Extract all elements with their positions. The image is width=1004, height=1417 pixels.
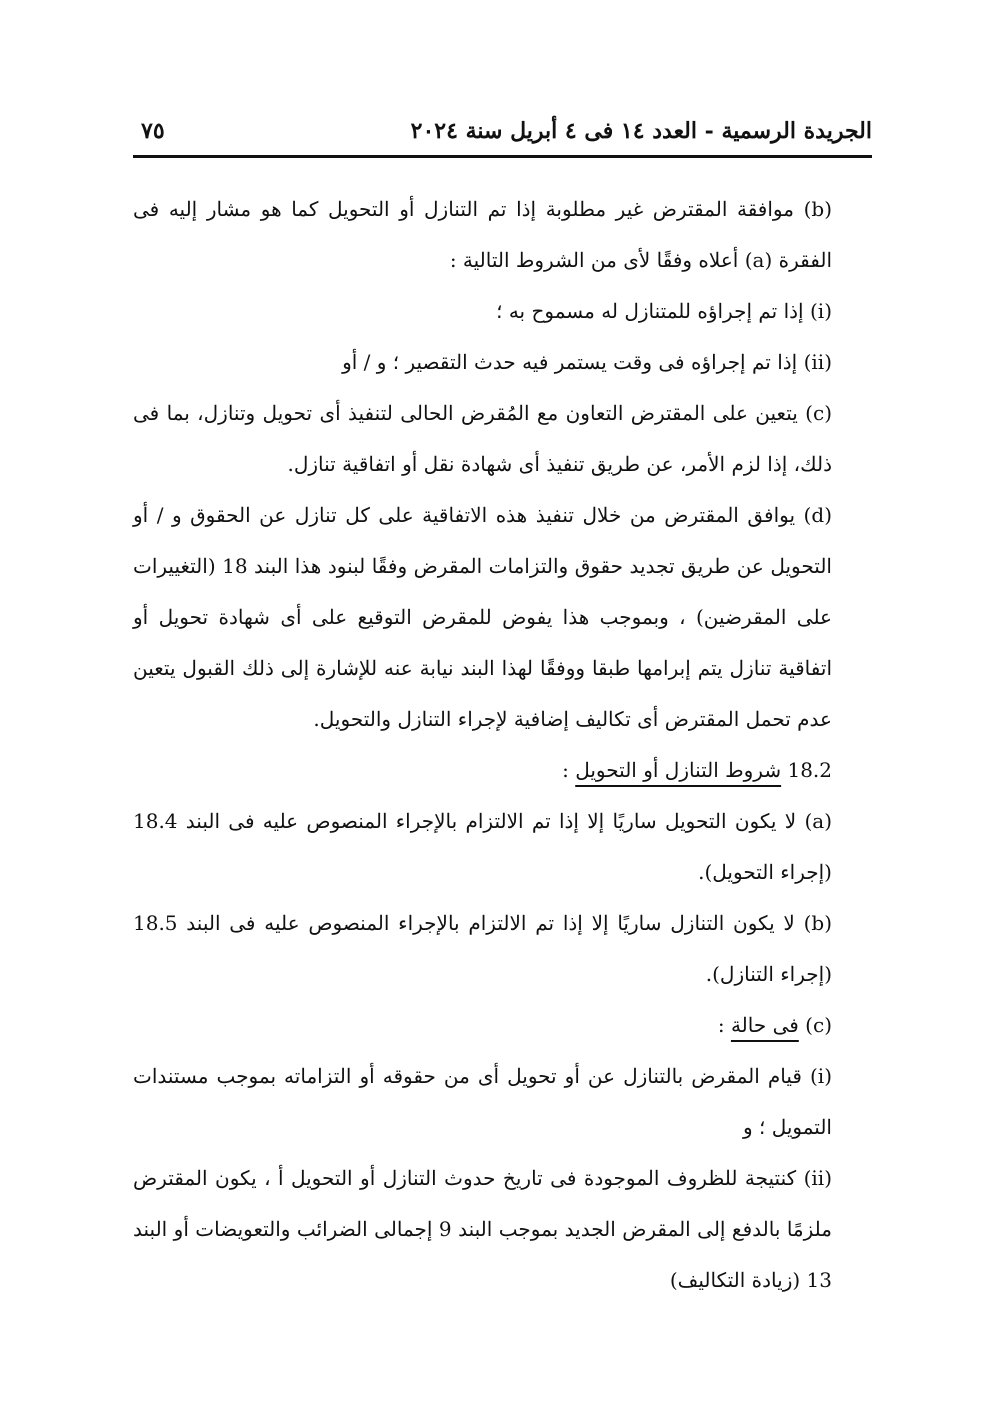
gazette-title: الجريدة الرسمية - العدد ١٤ فى ٤ أبريل سنة ٢٠٢٤ <box>410 118 872 144</box>
paragraph-b-assignment: (b) لا يكون التنازل ساريًا إلا إذا تم الالتزام بالإجراء المنصوص عليه فى البند 18.5 (إجراء التنازل). <box>133 911 832 986</box>
paragraph-i-lender-assigns: (i) قيام المقرض بالتنازل عن أو تحويل أى من حقوقه أو التزاماته بموجب مستندات التمويل ؛ و <box>133 1064 832 1139</box>
page-header <box>133 112 872 152</box>
section-title: شروط التنازل أو التحويل <box>575 758 782 782</box>
document-body <box>133 184 872 1306</box>
paragraph-ii-default: (ii) إذا تم إجراؤه فى وقت يستمر فيه حدث التقصير ؛ و / أو <box>342 350 832 374</box>
subheading-c-case <box>133 1000 872 1051</box>
paragraph-ii-circumstances: (ii) كنتيجة للظروف الموجودة فى تاريخ حدوث التنازل أو التحويل أ ، يكون المقترض ملزمًا بالدفع إلى المقرض الجديد بموجب البند 9 إجمالى الضرائب والتعويضات أو البند 13 (زيادة التكاليف) <box>133 1166 832 1292</box>
paragraph-d-agreement: (d) يوافق المقترض من خلال تنفيذ هذه الاتفاقية على كل تنازل عن الحقوق و / أو التحويل عن طريق تجديد حقوق والتزامات المقرض وفقًا لبنود هذا البند 18 (التغييرات على المقرضين) ، وبموجب هذا يفوض للمقرض التوقيع على أى شهادة تحويل أو اتفاقية تنازل يتم إبرامها طبقا ووفقًا لهذا البند نيابة عنه للإشارة إلى ذلك القبول يتعين عدم تحمل المقترض أى تكاليف إضافية لإجراء التنازل والتحويل. <box>133 503 832 731</box>
subheading-title: فى حالة <box>730 1013 799 1037</box>
section-colon: : <box>562 758 569 782</box>
paragraph-i-permitted: (i) إذا تم إجراؤه للمتنازل له مسموح به ؛ <box>496 299 832 323</box>
subheading-label: (c) <box>805 1013 832 1037</box>
paragraph-b-consent: (b) موافقة المقترض غير مطلوبة إذا تم التنازل أو التحويل كما هو مشار إليه فى الفقرة (a) أعلاه وفقًا لأى من الشروط التالية : <box>133 197 832 272</box>
section-heading-18-2 <box>133 745 872 796</box>
paragraph-c-cooperation: (c) يتعين على المقترض التعاون مع المُقرض الحالى لتنفيذ أى تحويل وتنازل، بما فى ذلك، إذا لزم الأمر، عن طريق تنفيذ أى شهادة نقل أو اتفاقية تنازل. <box>133 401 832 476</box>
section-number: 18.2 <box>787 758 832 782</box>
header-rule <box>133 155 872 158</box>
subheading-colon: : <box>717 1013 725 1037</box>
paragraph-a-transfer: (a) لا يكون التحويل ساريًا إلا إذا تم الالتزام بالإجراء المنصوص عليه فى البند 18.4 (إجراء التحويل). <box>133 809 832 884</box>
page-number: ٧٥ <box>141 118 165 144</box>
